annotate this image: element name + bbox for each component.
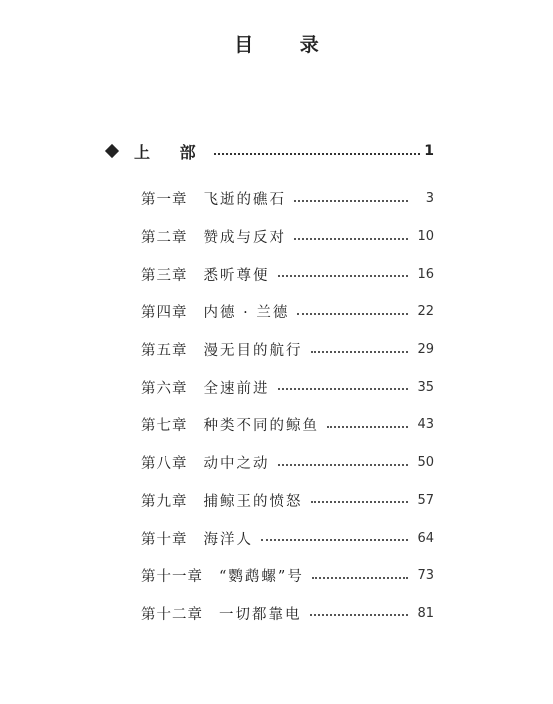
page-number: 57 <box>417 492 434 508</box>
chapter-title: 动中之动 <box>203 456 270 473</box>
toc-entry[interactable] <box>141 255 434 293</box>
dot-leader <box>261 539 408 541</box>
part-page-number: 1 <box>424 143 434 159</box>
page-number: 3 <box>425 191 434 207</box>
toc-part-entry[interactable] <box>104 140 434 162</box>
chapter-number: 第三章 <box>141 267 188 284</box>
dot-leader <box>214 153 421 155</box>
chapter-title: 一切都靠电 <box>219 606 302 623</box>
chapter-number: 第七章 <box>141 418 188 435</box>
toc-entry-list <box>141 180 434 632</box>
page-number: 64 <box>417 530 434 546</box>
chapter-title: 海洋人 <box>203 531 253 548</box>
chapter-number: 第四章 <box>141 305 188 322</box>
chapter-title: 种类不同的鲸鱼 <box>203 418 319 435</box>
dot-leader <box>278 388 409 390</box>
page-number: 16 <box>417 266 434 282</box>
chapter-title: 赞成与反对 <box>203 230 286 247</box>
dot-leader <box>327 426 408 428</box>
toc-entry[interactable] <box>141 519 434 557</box>
page-number: 81 <box>417 605 434 621</box>
page-number: 43 <box>417 417 434 433</box>
part-label: 上 部 <box>134 142 208 162</box>
chapter-number: 第十一章 <box>141 569 203 586</box>
page-number: 29 <box>417 342 434 358</box>
page-number: 22 <box>417 304 434 320</box>
dot-leader <box>311 501 409 503</box>
page-number: 73 <box>417 568 434 584</box>
chapter-number: 第八章 <box>141 456 188 473</box>
chapter-number: 第六章 <box>141 380 188 397</box>
toc-entry[interactable] <box>141 557 434 595</box>
dot-leader <box>311 351 409 353</box>
chapter-number: 第十章 <box>141 531 188 548</box>
chapter-title: 漫无目的航行 <box>203 343 303 360</box>
chapter-title: 捕鲸王的愤怒 <box>203 493 303 510</box>
toc-entry[interactable] <box>141 368 434 406</box>
toc-entry[interactable] <box>141 482 434 520</box>
chapter-number: 第五章 <box>141 343 188 360</box>
chapter-title: 内德 · 兰德 <box>203 305 290 322</box>
chapter-title: 全速前进 <box>203 380 270 397</box>
toc-entry[interactable] <box>141 293 434 331</box>
page-number: 35 <box>417 379 434 395</box>
diamond-bullet-icon <box>105 144 119 158</box>
dot-leader <box>294 238 408 240</box>
page-title: 目 录 <box>234 34 339 56</box>
dot-leader <box>310 614 409 616</box>
chapter-title: “鹦鹉螺”号 <box>219 569 304 586</box>
toc-entry[interactable] <box>141 406 434 444</box>
dot-leader <box>278 275 409 277</box>
toc-entry[interactable] <box>141 218 434 256</box>
chapter-title: 悉听尊便 <box>203 267 270 284</box>
dot-leader <box>294 200 408 202</box>
toc-entry[interactable] <box>141 595 434 633</box>
toc-entry[interactable] <box>141 444 434 482</box>
chapter-number: 第二章 <box>141 230 188 247</box>
chapter-number: 第一章 <box>141 192 188 209</box>
page-number: 50 <box>417 455 434 471</box>
chapter-title: 飞逝的礁石 <box>203 192 286 209</box>
dot-leader <box>278 464 409 466</box>
chapter-number: 第九章 <box>141 493 188 510</box>
dot-leader <box>312 577 408 579</box>
dot-leader <box>297 313 408 315</box>
toc-entry[interactable] <box>141 180 434 218</box>
chapter-number: 第十二章 <box>141 606 203 623</box>
page-number: 10 <box>417 229 434 245</box>
toc-entry[interactable] <box>141 331 434 369</box>
